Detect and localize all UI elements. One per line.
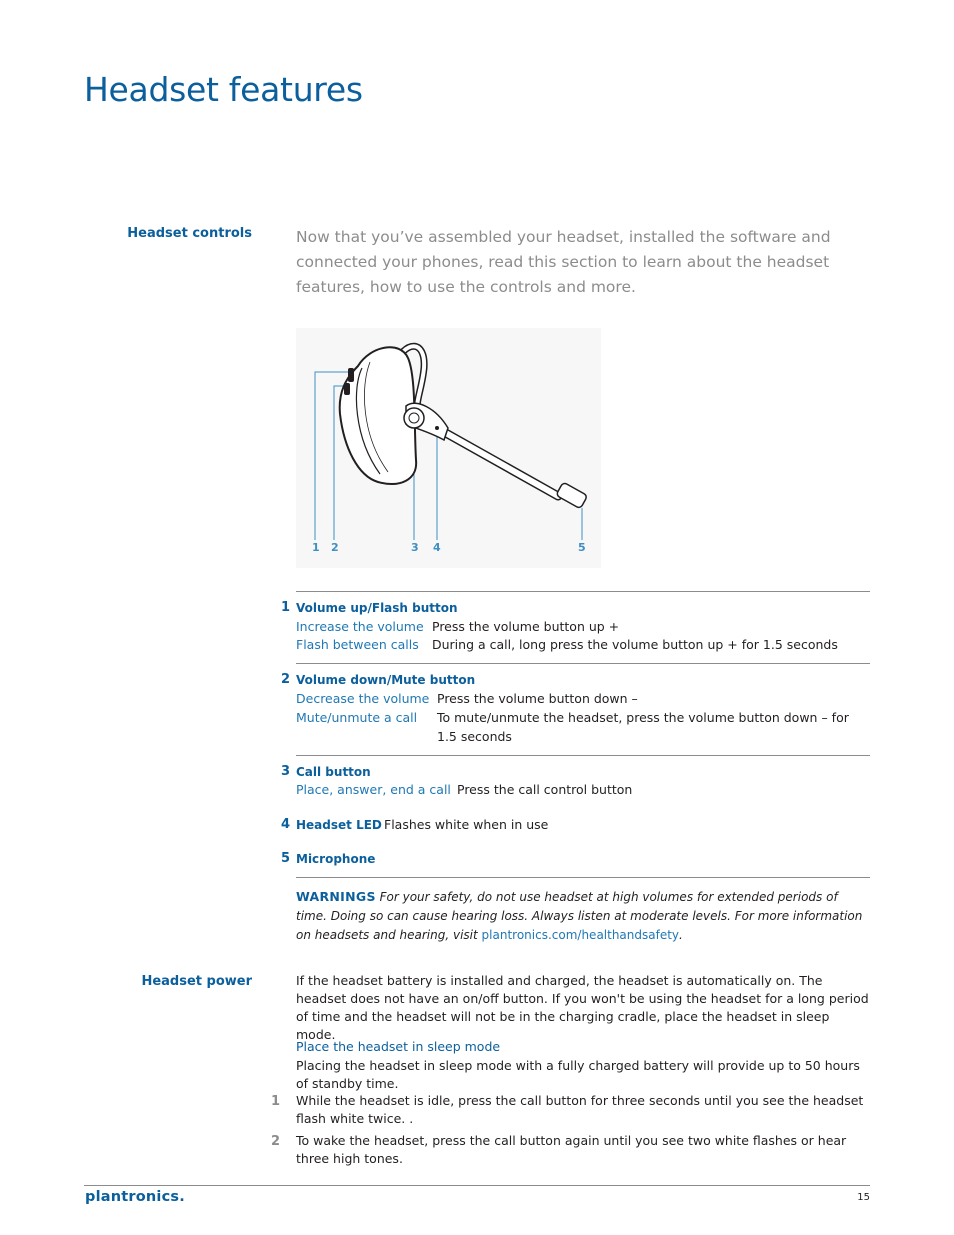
control-action-label: Place, answer, end a call: [296, 782, 451, 797]
step-text: While the headset is idle, press the call button for three seconds until you see the headset flash white twice. .: [296, 1093, 864, 1126]
callout-number-5: 5: [578, 541, 586, 554]
callout-number-1: 1: [312, 541, 320, 554]
control-number: 1: [280, 600, 290, 615]
divider: [296, 663, 870, 664]
volume-down-graphic: [344, 383, 350, 395]
led-graphic: [435, 426, 439, 430]
illustration-background: [296, 328, 601, 568]
control-action-desc: Press the call control button: [457, 782, 633, 797]
warnings-end: .: [679, 928, 683, 942]
section-label-headset-power: Headset power: [141, 974, 252, 989]
control-action-label: Decrease the volume: [296, 691, 430, 706]
health-safety-link[interactable]: plantronics.com/healthandsafety: [481, 928, 680, 942]
sleep-mode-text: Placing the headset in sleep mode with a fully charged battery will provide up to 50 hours of standby time.: [296, 1058, 860, 1091]
control-heading: Microphone: [296, 852, 376, 866]
control-heading: Call button: [296, 765, 371, 779]
control-number: 2: [280, 672, 290, 687]
divider: [296, 755, 870, 756]
power-body: If the headset battery is installed and charged, the headset is automatically on. The headset does not have an on/off button. If you won't be using the headset for a long period of time and the headset will not be in the charging cradle, place the headset in sleep mode.: [296, 973, 869, 1042]
plantronics-logo: plantronics.: [85, 1189, 185, 1205]
control-action-label: Increase the volume: [296, 619, 424, 634]
divider: [296, 877, 870, 878]
control-heading: Headset LED: [296, 818, 382, 832]
warnings-text: For your safety, do not use headset at high volumes for extended periods of time. Doing so can cause hearing loss. Always listen at moderate levels. For more information on headsets and hearing, visit: [296, 890, 863, 942]
divider: [296, 591, 870, 592]
page-number: 15: [857, 1192, 870, 1203]
control-action-desc: During a call, long press the volume button up + for 1.5 seconds: [432, 637, 838, 652]
control-action-desc: Press the volume button up +: [432, 619, 620, 634]
control-desc: Flashes white when in use: [384, 817, 549, 832]
control-heading: Volume down/Mute button: [296, 673, 476, 687]
callout-number-4: 4: [433, 541, 441, 554]
volume-up-graphic: [348, 368, 354, 382]
intro-paragraph: Now that you’ve assembled your headset, installed the software and connected your phones, read this section to learn about the headset features, how to use the controls and more.: [296, 228, 831, 296]
step-number: 1: [270, 1094, 280, 1109]
sleep-mode-subheading: Place the headset in sleep mode: [296, 1039, 501, 1054]
control-action-desc: Press the volume button down –: [437, 691, 638, 706]
control-heading: Volume up/Flash button: [296, 601, 458, 615]
callout-number-2: 2: [331, 541, 339, 554]
control-action-label: Mute/unmute a call: [296, 710, 418, 725]
page-title: Headset features: [84, 70, 363, 109]
control-number: 3: [280, 764, 290, 779]
step-number: 2: [270, 1134, 280, 1149]
control-number: 4: [280, 817, 290, 832]
control-number: 5: [280, 851, 290, 866]
callout-number-3: 3: [411, 541, 419, 554]
step-text: To wake the headset, press the call button again until you see two white flashes or hear three high tones.: [296, 1133, 847, 1166]
warnings-label: WARNINGS: [296, 889, 376, 904]
call-button-center: [409, 413, 419, 423]
control-action-label: Flash between calls: [296, 637, 419, 652]
warnings-block: [296, 887, 870, 945]
headset-illustration: [296, 328, 601, 568]
control-action-desc: To mute/unmute the headset, press the volume button down – for 1.5 seconds: [437, 710, 849, 744]
section-label-headset-controls: Headset controls: [127, 226, 252, 241]
footer-divider: [84, 1185, 870, 1186]
